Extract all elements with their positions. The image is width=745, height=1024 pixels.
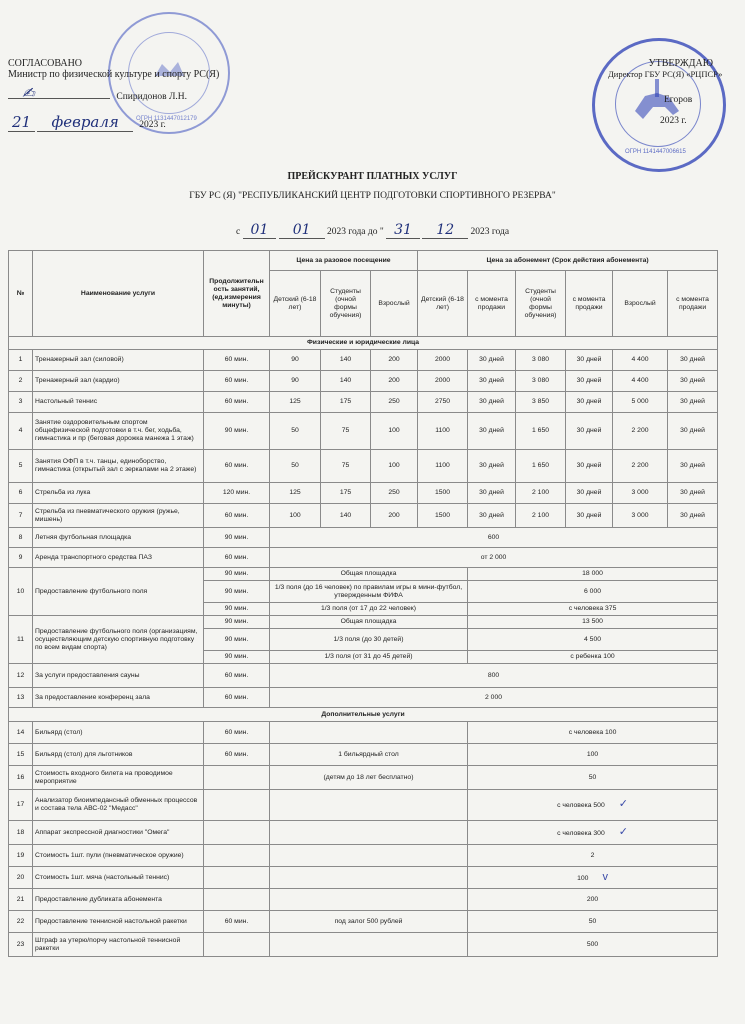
duration — [204, 889, 270, 911]
service-name: Стрельба из лука — [33, 483, 204, 504]
document-title: ПРЕЙСКУРАНТ ПЛАТНЫХ УСЛУГ — [287, 171, 458, 182]
header-subscription: Цена за абонемент (Срок действия абонемента) — [418, 251, 718, 271]
duration — [204, 790, 270, 821]
approver-name-right: Егоров — [664, 95, 693, 105]
row-number: 15 — [9, 744, 33, 766]
price-cell: 30 дней — [668, 413, 718, 450]
duration: 90 мин. — [204, 568, 270, 581]
price-cell: 30 дней — [668, 504, 718, 528]
table-row — [9, 867, 718, 889]
table-row — [9, 790, 718, 821]
service-name: Аренда транспортного средства ПАЗ — [33, 548, 204, 568]
price-cell: 50 — [270, 450, 321, 483]
duration: 60 мин. — [204, 450, 270, 483]
duration: 60 мин. — [204, 548, 270, 568]
table-row — [9, 722, 718, 744]
header-adult: Взрослый — [371, 271, 418, 337]
option-description — [270, 790, 468, 821]
price-cell — [468, 911, 718, 933]
approval-position-right: Директор ГБУ РС(Я) «РЦПСР» — [608, 69, 723, 79]
header-from-sale-2: с момента продажи — [566, 271, 613, 337]
price-cell: 30 дней — [468, 413, 516, 450]
duration: 90 мин. — [204, 603, 270, 616]
seal-ogrn-text-right: ОГРН 1141447006615 — [625, 149, 686, 155]
row-number: 18 — [9, 821, 33, 845]
header-service-name: Наименование услуги — [33, 251, 204, 337]
price-cell: 2750 — [418, 392, 468, 413]
price-cell: 30 дней — [566, 371, 613, 392]
price-cell — [468, 722, 718, 744]
row-number: 6 — [9, 483, 33, 504]
header-num: № — [9, 251, 33, 337]
price-cell: 1500 — [418, 504, 468, 528]
table-row — [9, 413, 718, 450]
table-row — [9, 548, 718, 568]
option-description: под залог 500 рублей — [270, 911, 468, 933]
approval-year-left: 2023 г. — [139, 120, 166, 130]
header-sub-student: Студенты (очной формы обучения) — [516, 271, 566, 337]
check-mark-icon: ✓ — [618, 825, 628, 838]
price-cell: 2 100 — [516, 504, 566, 528]
section-heading-additional: Дополнительные услуги — [9, 708, 718, 722]
organization-name: ГБУ РС (Я) "РЕСПУБЛИКАНСКИЙ ЦЕНТР ПОДГОТОВКИ СПОРТИВНОГО РЕЗЕРВА" — [189, 191, 556, 201]
price-cell — [468, 766, 718, 790]
table-row — [9, 371, 718, 392]
duration: 60 мин. — [204, 744, 270, 766]
row-number: 12 — [9, 664, 33, 688]
price-cell: 200 — [371, 350, 418, 371]
price-cell: 30 дней — [668, 371, 718, 392]
price-cell: 200 — [371, 371, 418, 392]
price-cell: 125 — [270, 392, 321, 413]
price-cell: 1500 — [418, 483, 468, 504]
header-from-sale-1: с момента продажи — [468, 271, 516, 337]
row-number: 7 — [9, 504, 33, 528]
row-number: 10 — [9, 568, 33, 616]
duration: 90 мин. — [204, 413, 270, 450]
from-month: 01 — [279, 222, 325, 239]
price-cell: 3 000 — [613, 504, 668, 528]
price-cell — [468, 821, 718, 845]
approver-name-left: Спиридонов Л.Н. — [116, 92, 188, 102]
table-row — [9, 688, 718, 708]
table-row — [9, 616, 718, 629]
table-row — [9, 708, 718, 722]
service-name: Настольный теннис — [33, 392, 204, 413]
price-cell: 250 — [371, 392, 418, 413]
service-name: Предоставление дубликата абонемента — [33, 889, 204, 911]
approval-position-left: Министр по физической культуре и спорту РС(Я) — [8, 69, 220, 80]
price-value: 50 — [588, 917, 597, 925]
check-mark-icon: ✓ — [618, 798, 628, 810]
price-cell: 100 — [270, 504, 321, 528]
row-number: 17 — [9, 790, 33, 821]
header-student: Студенты (очной формы обучения) — [321, 271, 371, 337]
price-cell: 30 дней — [566, 483, 613, 504]
price-cell: 1100 — [418, 413, 468, 450]
price-cell — [468, 889, 718, 911]
table-row — [9, 483, 718, 504]
option-description — [270, 867, 468, 889]
signature-line-left — [8, 84, 188, 102]
duration — [204, 845, 270, 867]
date-prefix: с — [235, 227, 241, 237]
price-cell: 2000 — [418, 371, 468, 392]
duration: 60 мин. — [204, 350, 270, 371]
option-description: 1/3 поля (от 17 до 22 человек) — [270, 603, 468, 616]
price-cell: 600 — [270, 528, 718, 548]
service-name: Предоставление теннисной настольной ракетки — [33, 911, 204, 933]
table-row — [9, 664, 718, 688]
price-cell — [468, 790, 718, 821]
row-number: 8 — [9, 528, 33, 548]
option-description — [270, 845, 468, 867]
price-cell: 800 — [270, 664, 718, 688]
option-description: 1/3 поля (до 30 детей) — [270, 629, 468, 651]
price-cell: 2 100 — [516, 483, 566, 504]
price-cell: 1 650 — [516, 450, 566, 483]
option-description — [270, 933, 468, 957]
table-row — [9, 568, 718, 581]
approval-heading-left: СОГЛАСОВАНО — [8, 58, 83, 69]
duration — [204, 867, 270, 889]
price-cell: 140 — [321, 504, 371, 528]
price-cell: 30 дней — [468, 350, 516, 371]
price-cell: 2 200 — [613, 450, 668, 483]
price-cell: 4 400 — [613, 350, 668, 371]
service-name: Штраф за утерю/порчу настольной теннисной ракетки — [33, 933, 204, 957]
price-cell: 140 — [321, 371, 371, 392]
service-name: Стоимость 1шт. пули (пневматическое оружие) — [33, 845, 204, 867]
service-name: Предоставление футбольного поля (организациям, осуществляющим детскую спортивную подготовку по всем видам спорта) — [33, 616, 204, 664]
row-number: 2 — [9, 371, 33, 392]
row-number: 14 — [9, 722, 33, 744]
table-row — [9, 392, 718, 413]
price-cell: с человека 375 — [468, 603, 718, 616]
duration — [204, 933, 270, 957]
duration: 60 мин. — [204, 392, 270, 413]
row-number: 4 — [9, 413, 33, 450]
price-cell: 4 500 — [468, 629, 718, 651]
row-number: 19 — [9, 845, 33, 867]
price-cell: 30 дней — [468, 450, 516, 483]
table-row — [9, 766, 718, 790]
row-number: 9 — [9, 548, 33, 568]
price-cell: 30 дней — [668, 483, 718, 504]
price-cell: 30 дней — [468, 392, 516, 413]
price-cell: 30 дней — [668, 450, 718, 483]
table-row — [9, 504, 718, 528]
row-number: 20 — [9, 867, 33, 889]
option-description: (детям до 18 лет бесплатно) — [270, 766, 468, 790]
price-cell: 175 — [321, 483, 371, 504]
approval-year-right: 2023 г. — [660, 116, 687, 126]
date-mid: 2023 года до " — [326, 227, 384, 237]
service-name: Бильярд (стол) — [33, 722, 204, 744]
price-cell: 200 — [371, 504, 418, 528]
option-description: Общая площадка — [270, 568, 468, 581]
duration — [204, 766, 270, 790]
approval-date-left — [8, 113, 208, 131]
price-value: 100 — [577, 874, 589, 882]
service-name: За предоставление конференц зала — [33, 688, 204, 708]
header-duration: Продолжительн ость занятий, (ед.измерения минуты) — [204, 251, 270, 337]
price-value: 2 — [590, 851, 595, 859]
price-cell — [468, 933, 718, 957]
price-cell: 3 850 — [516, 392, 566, 413]
duration: 60 мин. — [204, 911, 270, 933]
table-row — [9, 450, 718, 483]
approval-block-right — [608, 58, 722, 80]
header-sub-adult: Взрослый — [613, 271, 668, 337]
price-cell: 3 000 — [613, 483, 668, 504]
price-cell: 30 дней — [468, 504, 516, 528]
price-cell: 1100 — [418, 450, 468, 483]
price-cell: от 2 000 — [270, 548, 718, 568]
service-name: Тренажерный зал (кардио) — [33, 371, 204, 392]
option-description: 1/3 поля (до 16 человек) по правилам игры в мини-футбол, утвержденным ФИФА — [270, 581, 468, 603]
table-row — [9, 933, 718, 957]
option-description — [270, 889, 468, 911]
header-from-sale-3: с момента продажи — [668, 271, 718, 337]
price-cell: 75 — [321, 413, 371, 450]
table-row — [9, 350, 718, 371]
price-value: 500 — [586, 940, 599, 948]
check-mark-icon: v — [602, 870, 608, 883]
service-name: Стоимость 1шт. мяча (настольный теннис) — [33, 867, 204, 889]
price-value: с человека 300 — [557, 829, 605, 837]
row-number: 13 — [9, 688, 33, 708]
price-table — [8, 250, 718, 957]
table-row — [9, 889, 718, 911]
price-cell: 30 дней — [668, 350, 718, 371]
price-cell — [468, 845, 718, 867]
price-cell: 2 000 — [270, 688, 718, 708]
price-cell: 140 — [321, 350, 371, 371]
price-cell: 30 дней — [468, 483, 516, 504]
price-cell: 175 — [321, 392, 371, 413]
table-row — [9, 821, 718, 845]
to-day: 31 — [386, 222, 420, 239]
duration: 90 мин. — [204, 528, 270, 548]
price-cell: 13 500 — [468, 616, 718, 629]
table-row — [9, 528, 718, 548]
row-number: 21 — [9, 889, 33, 911]
price-cell: с ребенка 100 — [468, 651, 718, 664]
price-cell: 30 дней — [566, 450, 613, 483]
to-month: 12 — [422, 222, 468, 239]
approval-day-left: 21 — [8, 113, 35, 132]
duration: 90 мин. — [204, 616, 270, 629]
price-cell: 2 200 — [613, 413, 668, 450]
price-cell: 50 — [270, 413, 321, 450]
price-cell: 30 дней — [468, 371, 516, 392]
price-cell: 30 дней — [566, 392, 613, 413]
duration: 90 мин. — [204, 651, 270, 664]
price-cell: 75 — [321, 450, 371, 483]
service-name: За услуги предоставления сауны — [33, 664, 204, 688]
service-name: Занятие оздоровительным спортом общефизической подготовки в т.ч. бег, ходьба, гимнастика и пр (беговая дорожка манежа 1 этаж) — [33, 413, 204, 450]
option-description: Общая площадка — [270, 616, 468, 629]
price-value: с человека 500 — [557, 802, 605, 809]
price-cell: 30 дней — [566, 413, 613, 450]
price-cell: 100 — [371, 450, 418, 483]
price-cell: 2000 — [418, 350, 468, 371]
price-cell: 100 — [371, 413, 418, 450]
approval-month-left: февраля — [37, 113, 132, 132]
price-cell: 6 000 — [468, 581, 718, 603]
validity-period — [0, 222, 745, 238]
option-description: 1 бильярдный стол — [270, 744, 468, 766]
price-value: с человека 100 — [568, 728, 617, 736]
section-heading-individuals: Физические и юридические лица — [9, 337, 718, 350]
row-number: 16 — [9, 766, 33, 790]
service-name: Анализатор биоимпедансный обменных процессов и состава тела АВС-02 "Медасс" — [33, 790, 204, 821]
signature: ✍︎ — [22, 84, 35, 102]
price-cell: 90 — [270, 371, 321, 392]
duration: 90 мин. — [204, 629, 270, 651]
price-cell: 30 дней — [566, 504, 613, 528]
header-child: Детский (6-18 лет) — [270, 271, 321, 337]
price-cell: 125 — [270, 483, 321, 504]
price-cell — [468, 867, 718, 889]
approval-block-left — [8, 58, 219, 80]
table-row — [9, 744, 718, 766]
option-description: 1/3 поля (от 31 до 45 детей) — [270, 651, 468, 664]
seal-ogrn-text: ОГРН 1131447012179 — [136, 116, 197, 122]
service-name: Стоимость входного билета на проводимое мероприятие — [33, 766, 204, 790]
table-row — [9, 911, 718, 933]
duration: 90 мин. — [204, 581, 270, 603]
duration: 120 мин. — [204, 483, 270, 504]
service-name: Аппарат экспрессной диагностики "Омега" — [33, 821, 204, 845]
duration: 60 мин. — [204, 688, 270, 708]
duration: 60 мин. — [204, 504, 270, 528]
price-value: 200 — [586, 895, 599, 903]
price-cell — [468, 744, 718, 766]
service-name: Стрельба из пневматического оружия (ружье, мишень) — [33, 504, 204, 528]
price-value: 100 — [586, 750, 599, 758]
price-value: 50 — [588, 773, 597, 781]
row-number: 1 — [9, 350, 33, 371]
date-suffix: 2023 года — [470, 227, 510, 237]
price-cell: 5 000 — [613, 392, 668, 413]
price-cell: 90 — [270, 350, 321, 371]
service-name: Бильярд (стол) для льготников — [33, 744, 204, 766]
duration: 60 мин. — [204, 371, 270, 392]
price-cell: 1 650 — [516, 413, 566, 450]
service-name: Тренажерный зал (силовой) — [33, 350, 204, 371]
approval-heading-right: УТВЕРЖДАЮ — [648, 58, 713, 69]
service-name: Занятия ОФП в т.ч. танцы, единоборство, гимнастика (открытый зал с зеркалами на 2 этаже) — [33, 450, 204, 483]
row-number: 5 — [9, 450, 33, 483]
row-number: 23 — [9, 933, 33, 957]
price-cell: 3 080 — [516, 371, 566, 392]
table-row — [9, 845, 718, 867]
price-cell: 30 дней — [668, 392, 718, 413]
option-description — [270, 821, 468, 845]
from-day: 01 — [243, 222, 277, 239]
service-name: Летняя футбольная площадка — [33, 528, 204, 548]
duration: 60 мин. — [204, 664, 270, 688]
row-number: 22 — [9, 911, 33, 933]
price-cell: 250 — [371, 483, 418, 504]
price-cell: 30 дней — [566, 350, 613, 371]
price-cell: 18 000 — [468, 568, 718, 581]
service-name: Предоставление футбольного поля — [33, 568, 204, 616]
price-cell: 3 080 — [516, 350, 566, 371]
duration: 60 мин. — [204, 722, 270, 744]
row-number: 11 — [9, 616, 33, 664]
row-number: 3 — [9, 392, 33, 413]
price-cell: 4 400 — [613, 371, 668, 392]
header-sub-child: Детский (6-18 лет) — [418, 271, 468, 337]
option-description — [270, 722, 468, 744]
header-single-visit: Цена за разовое посещение — [270, 251, 418, 271]
duration — [204, 821, 270, 845]
